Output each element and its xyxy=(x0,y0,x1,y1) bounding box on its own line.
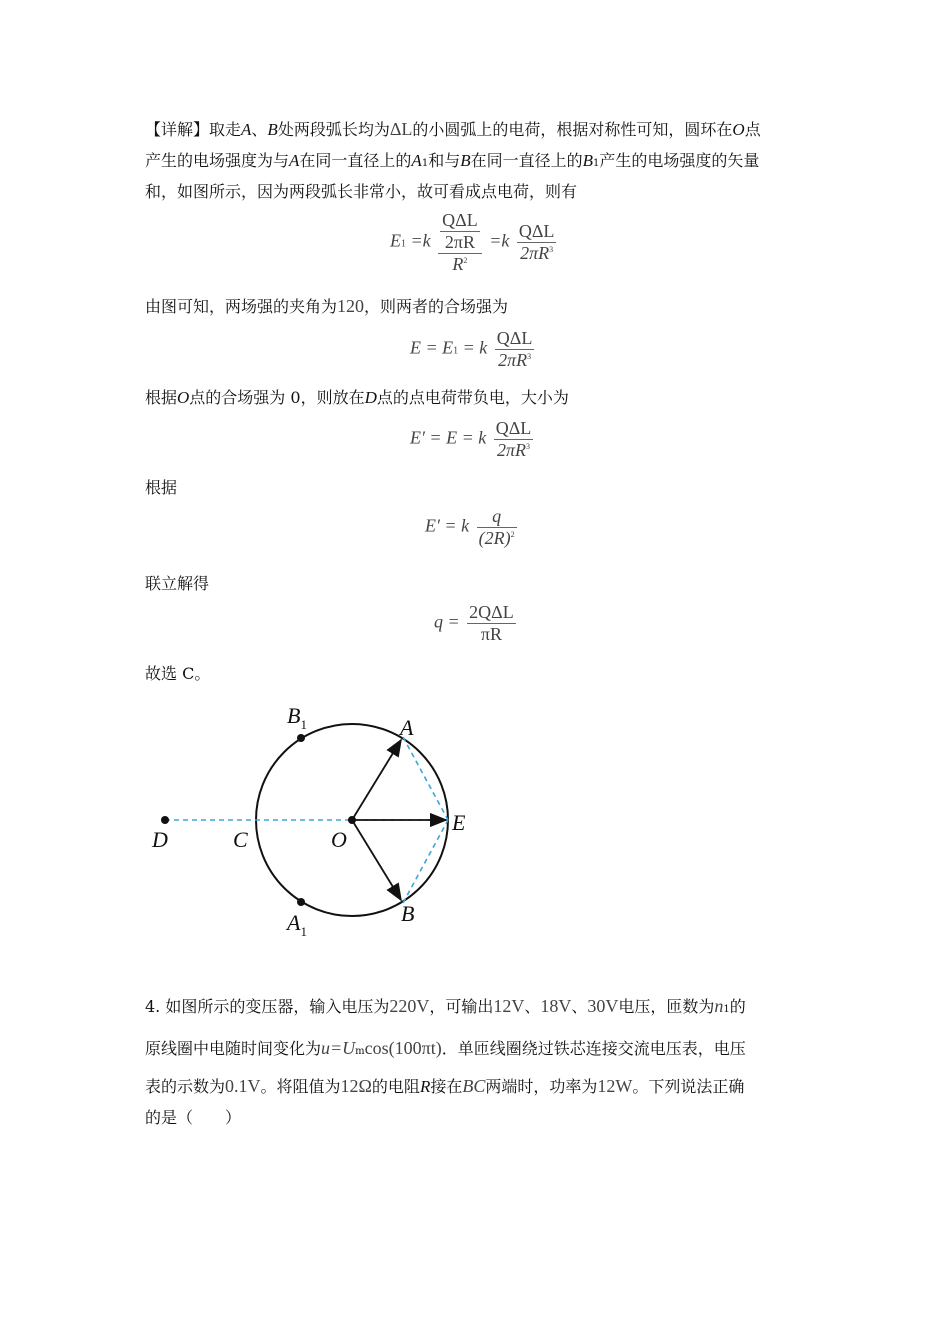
fraction xyxy=(494,418,534,461)
text: 点的合场强为 0，则放在 xyxy=(189,388,365,407)
text: 【详解】取走 xyxy=(145,120,242,139)
math: E = E xyxy=(410,337,454,358)
sub: 1 xyxy=(401,238,406,250)
fraction xyxy=(517,221,557,264)
text: 。将阻值为 xyxy=(260,1077,341,1096)
denominator xyxy=(495,350,535,371)
math: 30V xyxy=(587,996,619,1016)
text: 两端时，功率为 xyxy=(485,1077,598,1096)
denominator: πR xyxy=(480,624,502,644)
text: 接在 xyxy=(430,1077,463,1096)
text: 处两段弧长均为 xyxy=(277,120,390,139)
field-diagram xyxy=(0,690,950,950)
inner-numerator: QΔL xyxy=(442,210,478,230)
math: 18V xyxy=(540,996,572,1016)
text: ，可输出 xyxy=(429,997,494,1016)
var: B xyxy=(460,151,471,170)
dashed-line-ae xyxy=(403,737,448,820)
text: 、 xyxy=(524,997,541,1016)
text: 和与 xyxy=(428,151,461,170)
numerator: 2QΔL xyxy=(469,602,514,622)
math: (2R) xyxy=(478,528,511,548)
text: 、 xyxy=(251,120,268,139)
math: q xyxy=(492,506,502,526)
math: 0.1V xyxy=(225,1076,261,1096)
equation-5 xyxy=(434,602,519,645)
denominator xyxy=(517,243,557,264)
math: 220V xyxy=(389,996,430,1016)
math: 120 xyxy=(337,296,365,316)
question-line: 的是（ ） xyxy=(145,1108,242,1127)
text: 在同一直径上的 xyxy=(470,151,583,170)
label-c: C xyxy=(233,827,248,852)
paragraph-line: 故选 C。 xyxy=(145,664,211,683)
var: D xyxy=(364,388,377,407)
text: 点的点电荷带负电，大小为 xyxy=(376,388,569,407)
var: A xyxy=(411,151,422,170)
text: 由图可知，两场强的夹角为 xyxy=(145,297,338,316)
text: 。下列说法正确 xyxy=(632,1077,745,1096)
math: E′ = E = k xyxy=(410,427,487,448)
question-line xyxy=(145,1076,744,1097)
math: u xyxy=(321,1038,331,1058)
text: 、 xyxy=(571,997,588,1016)
exp: 2 xyxy=(463,256,468,265)
math: =k xyxy=(410,230,431,251)
var: O xyxy=(732,120,745,139)
denominator xyxy=(477,528,517,549)
math: E′ = k xyxy=(425,515,470,536)
arrow-ob xyxy=(352,820,401,900)
denominator xyxy=(494,440,534,461)
math: 2πR xyxy=(497,440,527,460)
label-a1: $A_1$ xyxy=(287,910,307,939)
math: =k xyxy=(489,230,510,251)
paragraph-line xyxy=(145,296,508,317)
math: q = xyxy=(434,611,460,632)
inner-denominator: 2πR xyxy=(444,232,475,252)
equation-4 xyxy=(425,506,520,549)
numerator xyxy=(438,210,482,254)
dashed-line-be xyxy=(403,820,448,903)
text: 在同一直径上的 xyxy=(299,151,412,170)
exp: 2 xyxy=(510,530,515,539)
math: E xyxy=(390,230,401,251)
text: 产生的电场强度的矢量 xyxy=(599,151,760,170)
question-line xyxy=(145,996,746,1020)
question-line xyxy=(145,1038,746,1062)
text: 4. 如图所示的变压器，输入电压为 xyxy=(145,997,390,1016)
label-d: D xyxy=(152,827,168,852)
paragraph-line: 根据 xyxy=(145,478,178,497)
fraction xyxy=(495,328,535,371)
math: 2πR xyxy=(498,350,528,370)
math: cos(100πt) xyxy=(364,1038,442,1058)
numerator: QΔL xyxy=(496,328,533,348)
point-o xyxy=(348,816,356,824)
equation-1 xyxy=(390,210,559,275)
math: BC xyxy=(462,1076,486,1096)
math: 12Ω xyxy=(340,1076,372,1096)
sub: 1 xyxy=(453,345,459,357)
label-b: B xyxy=(401,901,415,926)
text: 表的示数为 xyxy=(145,1077,226,1096)
point-d xyxy=(161,816,169,824)
paragraph-line: 联立解得 xyxy=(145,574,210,593)
exp: 3 xyxy=(549,245,554,254)
text: 根据 xyxy=(145,388,178,407)
equation-2 xyxy=(410,328,537,371)
text: 的 xyxy=(729,997,746,1016)
paragraph-line xyxy=(145,151,759,174)
var: R xyxy=(419,1077,431,1096)
math: 12W xyxy=(597,1076,633,1096)
text: 点 xyxy=(744,120,761,139)
numerator: QΔL xyxy=(495,418,532,438)
sub: 1 xyxy=(421,158,429,169)
paragraph-line xyxy=(145,119,761,140)
var: B xyxy=(582,151,593,170)
paragraph-line xyxy=(145,388,569,408)
point-a1 xyxy=(297,898,305,906)
var: A xyxy=(241,120,252,139)
var: A xyxy=(289,151,300,170)
exp: 3 xyxy=(527,352,532,361)
fraction xyxy=(438,210,482,275)
text: ，则两者的合场强为 xyxy=(364,297,509,316)
sub: 1 xyxy=(723,1004,730,1015)
fraction xyxy=(467,602,516,645)
point-b1 xyxy=(297,734,305,742)
text: 的小圆弧上的电荷，根据对称性可知，圆环在 xyxy=(412,120,733,139)
math: R xyxy=(452,254,464,274)
sub: m xyxy=(355,1046,365,1057)
exp: 3 xyxy=(526,442,531,451)
sub: 1 xyxy=(593,158,600,169)
label-e: E xyxy=(452,810,466,835)
math: = k xyxy=(462,337,488,358)
text: 产生的电场强度为与 xyxy=(145,151,290,170)
text: 原线圈中电随时间变化为 xyxy=(145,1039,322,1058)
text: 电压，匝数为 xyxy=(618,997,715,1016)
fraction xyxy=(477,506,517,549)
var: B xyxy=(267,120,278,139)
label-b1: $B_1$ xyxy=(287,703,307,732)
denominator xyxy=(438,254,482,275)
label-o: O xyxy=(331,827,347,852)
numerator: QΔL xyxy=(518,221,555,241)
math: 2πR xyxy=(520,243,550,263)
arrow-oa xyxy=(352,740,401,820)
math: 12V xyxy=(493,996,525,1016)
numerator xyxy=(477,506,517,528)
math: =U xyxy=(330,1038,356,1058)
paragraph-line: 和，如图所示，因为两段弧长非常小，故可看成点电荷，则有 xyxy=(145,182,578,201)
text: 的电阻 xyxy=(371,1077,420,1096)
math: n xyxy=(714,996,724,1016)
label-a: A xyxy=(400,715,414,740)
math: ΔL xyxy=(389,119,413,139)
equation-3 xyxy=(410,418,536,461)
var: O xyxy=(177,388,190,407)
text: ．单匝线圈绕过铁芯连接交流电压表，电压 xyxy=(441,1039,746,1058)
